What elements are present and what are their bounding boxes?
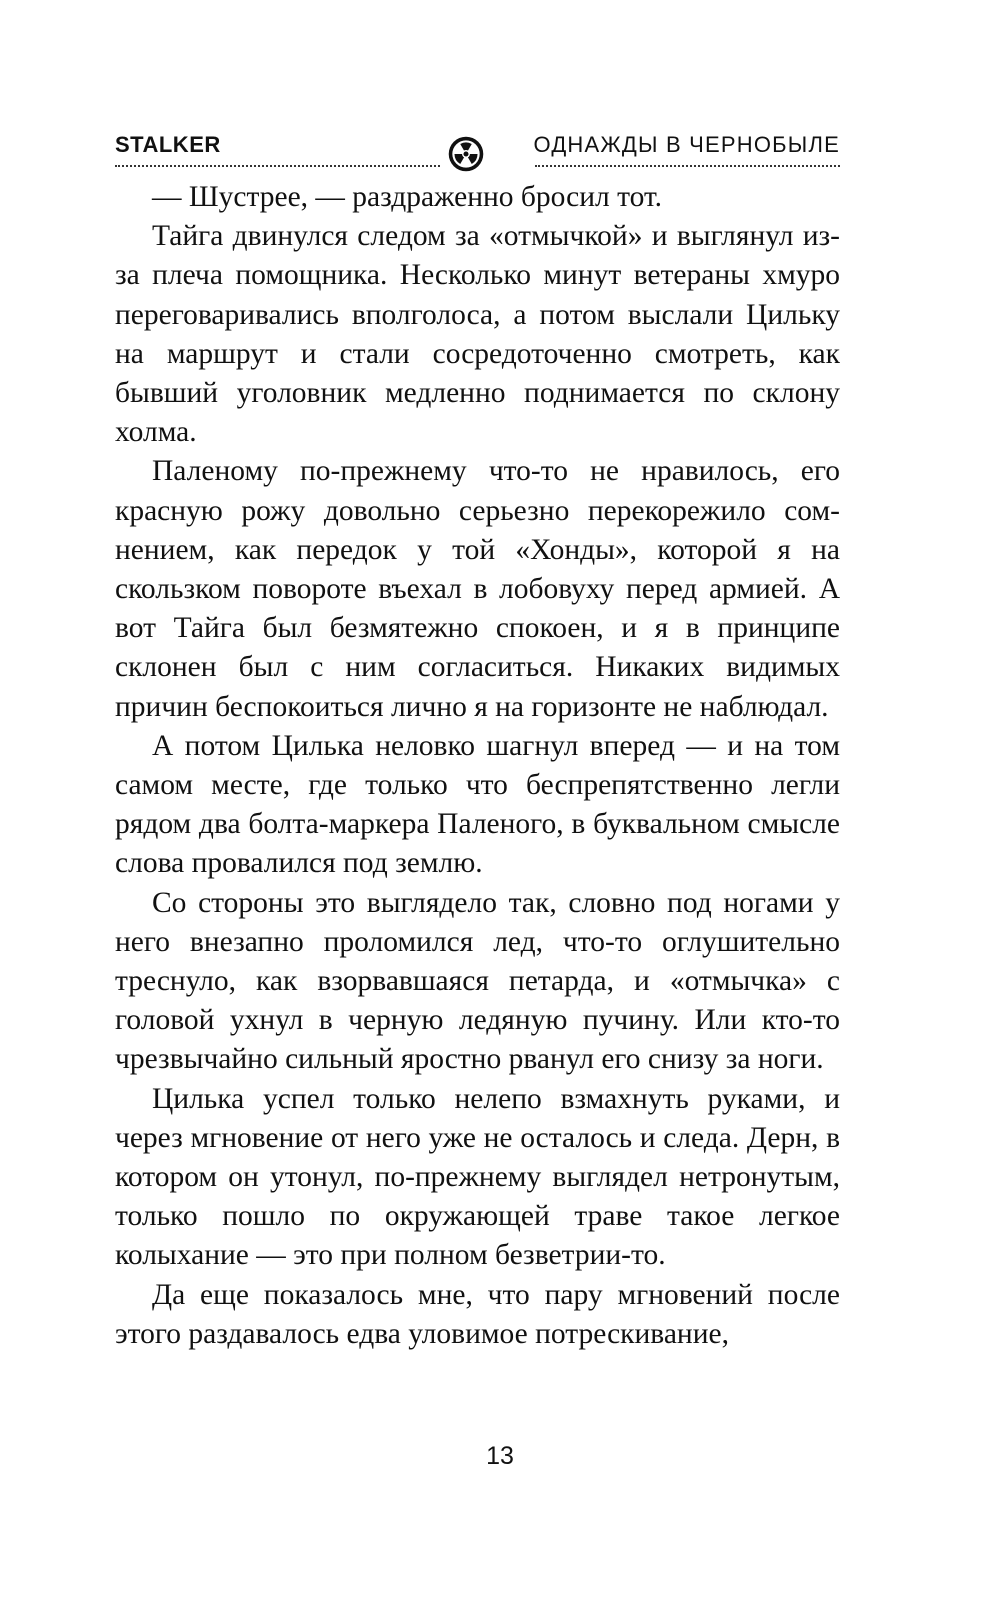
body-text (115, 178, 840, 1354)
header-dotted-rule-left (115, 165, 440, 167)
paragraph: Да еще показалось мне, что пару мгновений после этого раздавалось едва уловимое потрескивание, (115, 1278, 840, 1350)
paragraph: Тайга двинулся следом за «отмычкой» и выглянул из-за плеча помощника. Несколько минут ветераны хмуро переговаривались вполголоса, а потом выслали Цильку на маршрут и стали сосредоточенно смотреть, как бывший уголовник медленно поднимается по склону холма. (115, 220, 840, 449)
page-number: 13 (486, 1442, 514, 1470)
book-title: ОДНАЖДЫ В ЧЕРНОБЫЛЕ (533, 132, 840, 157)
radiation-hazard-icon (448, 136, 484, 172)
header-dotted-rule-right (535, 165, 840, 167)
paragraph: Паленому по-прежнему что-то не нравилось, его красную рожу довольно серьезно перекорежило сомнением, как передок у той «Хонды», которой я на скользком повороте въехал в лобовуху перед армией. А вот Тайга был безмятежно спокоен, и я в принципе склонен был с ним согласиться. Никаких видимых причин беспокоиться лично я на горизонте не наблюдал. (115, 455, 840, 723)
running-header (115, 128, 840, 178)
paragraph: Со стороны это выглядело так, словно под ногами у него внезапно проломился лед, что-то оглушительно треснуло, как взорвавшаяся петарда, и «отмычка» с головой ухнул в черную ледяную пучину. Или кто-то чрезвычайно сильный яростно рванул его снизу за ноги. (115, 886, 840, 1076)
paragraph: Цилька успел только нелепо взмахнуть руками, и через мгновение от него уже не осталось и следа. Дерн, в котором он утонул, по-прежнему выглядел нетронутым, только пошло по окружающей траве такое легкое колыхание — это при полном безветрии-то. (115, 1082, 840, 1272)
paragraph: — Шустрее, — раздраженно бросил тот. (152, 181, 663, 213)
paragraph: А потом Цилька неловко шагнул вперед — и на том самом месте, где только что беспрепятственно легли рядом два болта-маркера Паленого, в буквальном смысле слова провалился под землю. (115, 729, 840, 880)
series-name: STALKER (115, 132, 221, 157)
